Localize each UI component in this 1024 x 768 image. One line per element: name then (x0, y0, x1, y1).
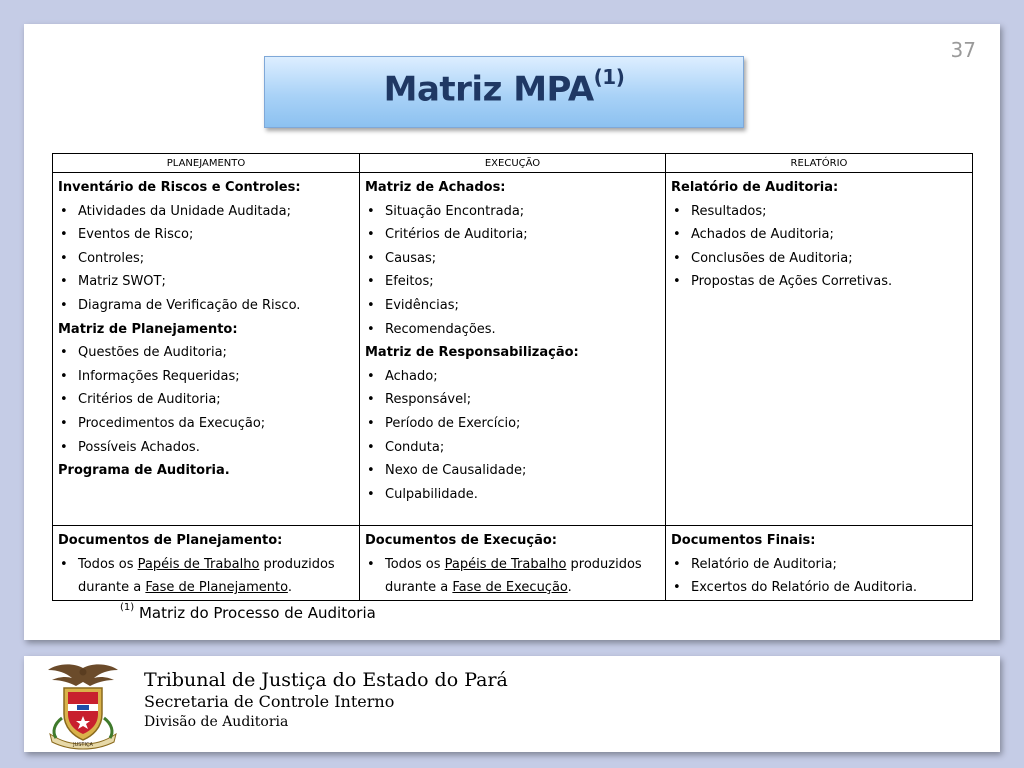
header-execucao: EXECUÇÃO (360, 154, 666, 173)
list-item: • Procedimentos da Execução; (58, 412, 355, 436)
list-item: • Conclusões de Auditoria; (671, 247, 968, 271)
list-item: • Propostas de Ações Corretivas. (671, 270, 968, 294)
section-title: Matriz de Responsabilização: (365, 345, 579, 361)
page-title (383, 65, 625, 110)
list-item: • Relatório de Auditoria; (671, 553, 968, 577)
list-item: • Situação Encontrada; (365, 200, 661, 224)
section-title: Inventário de Riscos e Controles: (58, 180, 301, 195)
cell-docs-relatorio (666, 526, 973, 601)
table-row (53, 526, 973, 601)
text-span: produzidos durante a (78, 556, 335, 596)
crest-motto: JUSTIÇA (73, 742, 93, 748)
list-item: • Critérios de Auditoria; (365, 223, 661, 247)
section-title: Matriz de Achados: (365, 180, 506, 195)
list-item: • Critérios de Auditoria; (58, 388, 355, 412)
footnote-text: Matriz do Processo de Auditoria (134, 604, 376, 622)
list-item: • Eventos de Risco; (58, 223, 355, 247)
footer-text (144, 668, 508, 732)
bullet-list (58, 341, 355, 459)
footnote-marker: (1) (120, 602, 135, 613)
bullet-list (365, 200, 661, 342)
list-item: • Controles; (58, 247, 355, 271)
slide (24, 24, 1000, 640)
list-item (58, 553, 355, 600)
footnote (120, 604, 376, 622)
list-item: • Atividades da Unidade Auditada; (58, 200, 355, 224)
bullet-list (671, 553, 968, 600)
section-title: Documentos de Planejamento: (58, 533, 283, 548)
list-item: • Diagrama de Verificação de Risco. (58, 294, 355, 318)
bullet-list (58, 553, 355, 600)
table-header-row (53, 154, 973, 173)
list-item: • Achados de Auditoria; (671, 223, 968, 247)
cell-docs-execucao (360, 526, 666, 601)
list-item: • Possíveis Achados. (58, 436, 355, 460)
list-item: • Efeitos; (365, 270, 661, 294)
section-title: Documentos Finais: (671, 533, 816, 548)
list-item: • Período de Exercício; (365, 412, 661, 436)
slide-number: 37 (950, 38, 976, 62)
papeis-trabalho-term: Papéis de Trabalho (444, 556, 567, 572)
section-title: Documentos de Execução: (365, 533, 558, 548)
coat-of-arms-icon (42, 658, 124, 750)
organization-name: Tribunal de Justiça do Estado do Pará (144, 669, 508, 691)
list-item: • Responsável; (365, 388, 661, 412)
list-item: • Questões de Auditoria; (58, 341, 355, 365)
list-item: • Culpabilidade. (365, 483, 661, 507)
division-name: Divisão de Auditoria (144, 714, 289, 730)
list-item: • Evidências; (365, 294, 661, 318)
cell-planejamento (53, 173, 360, 526)
fase-planejamento-term: Fase de Planejamento (145, 580, 288, 596)
cell-docs-planejamento (53, 526, 360, 601)
list-item (365, 553, 661, 600)
section-title: Relatório de Auditoria: (671, 180, 839, 195)
list-item: • Recomendações. (365, 318, 661, 342)
section-title: Programa de Auditoria. (58, 463, 230, 479)
cell-relatorio (666, 173, 973, 526)
list-item: • Matriz SWOT; (58, 270, 355, 294)
section-title: Matriz de Planejamento: (58, 321, 238, 337)
bullet-list (671, 200, 968, 294)
department-name: Secretaria de Controle Interno (144, 692, 395, 711)
footer-banner (24, 656, 1000, 752)
list-item: • Causas; (365, 247, 661, 271)
list-item: • Informações Requeridas; (58, 365, 355, 389)
papeis-trabalho-term: Papéis de Trabalho (137, 556, 260, 572)
bullet-list (365, 365, 661, 507)
text-span: . (287, 580, 293, 596)
text-span: Todos os (385, 556, 445, 572)
title-box (264, 56, 744, 128)
header-planejamento: PLANEJAMENTO (53, 154, 360, 173)
bullet-list (365, 553, 661, 600)
page-title-text: Matriz MPA (383, 69, 594, 110)
mpa-matrix-table (52, 153, 973, 601)
header-relatorio: RELATÓRIO (666, 154, 973, 173)
table-row (53, 173, 973, 526)
text-span: . (567, 580, 572, 596)
text-span: produzidos durante a (385, 556, 642, 596)
bullet-list (58, 200, 355, 318)
cell-execucao (360, 173, 666, 526)
text-span: Todos os (78, 556, 138, 572)
list-item: • Excertos do Relatório de Auditoria. (671, 576, 968, 600)
list-item: • Achado; (365, 365, 661, 389)
list-item: • Resultados; (671, 200, 968, 224)
page-title-sup: (1) (593, 65, 625, 89)
list-item: • Conduta; (365, 436, 661, 460)
list-item: • Nexo de Causalidade; (365, 459, 661, 483)
fase-execucao-term: Fase de Execução (452, 580, 568, 596)
